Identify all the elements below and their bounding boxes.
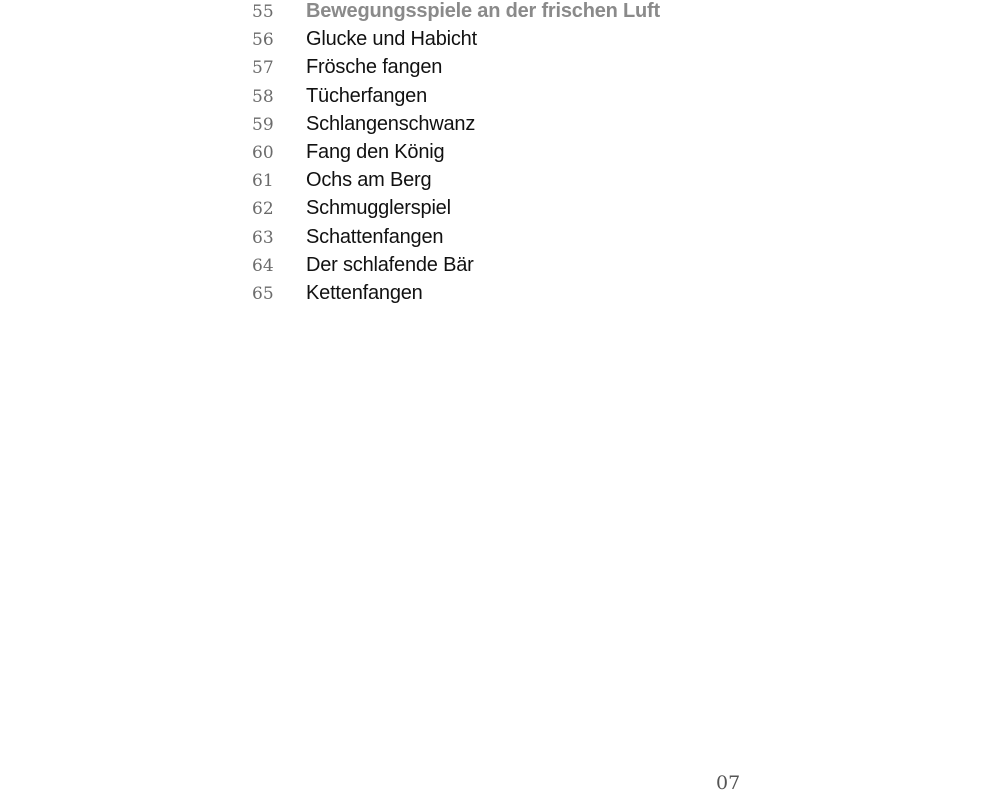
toc-page-number: 64 — [252, 255, 274, 276]
toc-entry — [252, 169, 660, 197]
toc-page-number: 57 — [252, 58, 274, 79]
toc-section-title: Bewegungsspiele an der frischen Luft — [306, 0, 660, 22]
toc-entry — [252, 28, 660, 56]
toc-entry-title: Ochs am Berg — [306, 169, 432, 192]
toc-page-number: 58 — [252, 86, 274, 107]
page-number: 07 — [716, 772, 741, 794]
toc-page-number: 56 — [252, 30, 274, 51]
toc-entry — [252, 113, 660, 141]
toc-entry-title: Fang den König — [306, 140, 445, 163]
toc-page-number: 63 — [252, 227, 274, 248]
toc-entry-title: Kettenfangen — [306, 281, 423, 304]
toc-entry-title: Glucke und Habicht — [306, 28, 477, 51]
table-of-contents — [252, 0, 660, 310]
toc-entry — [252, 85, 660, 113]
toc-entry-title: Schattenfangen — [306, 225, 444, 248]
toc-entry — [252, 56, 660, 84]
toc-page-number: 62 — [252, 199, 274, 220]
toc-entry — [252, 197, 660, 225]
toc-entry — [252, 141, 660, 169]
toc-page-number: 60 — [252, 142, 274, 163]
toc-page-number: 55 — [252, 2, 274, 22]
toc-page-number: 59 — [252, 114, 274, 135]
toc-entry — [252, 226, 660, 254]
toc-entry-title: Schlangenschwanz — [306, 112, 476, 135]
toc-page-number: 65 — [252, 283, 274, 304]
toc-entry-title: Frösche fangen — [306, 56, 443, 79]
toc-entry-title: Der schlafende Bär — [306, 253, 474, 276]
toc-entry-title: Tücherfangen — [306, 84, 428, 107]
toc-entry — [252, 282, 660, 310]
toc-section-heading — [252, 0, 660, 28]
toc-entry-title: Schmugglerspiel — [306, 197, 451, 220]
toc-entry — [252, 254, 660, 282]
toc-page-number: 61 — [252, 171, 274, 192]
